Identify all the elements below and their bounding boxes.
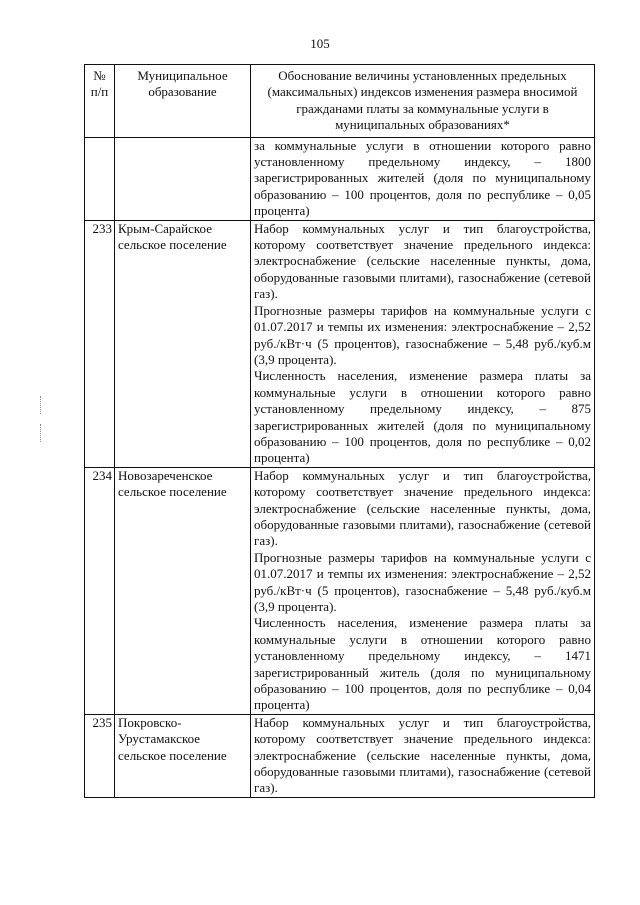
paragraph: Набор коммунальных услуг и тип благоустройства, которому соответствует значение предельного индекса: электроснабжение (сельские населенные пункты, дома, оборудованные газовыми плитами), газоснабжение (сетевой газ).: [254, 220, 591, 302]
table-row: [85, 714, 595, 797]
row-num: [85, 137, 115, 220]
row-justification: [251, 137, 595, 220]
margin-mark: [40, 396, 43, 414]
paragraph: Численность населения, изменение размера платы за коммунальные услуги в отношении которого равно установленному предельному индексу, – 1471 зарегистрированный житель (доля по муниципальному образованию – 100 процентов, доля по республике – 0,04 процента): [254, 615, 591, 713]
row-municipality: [115, 137, 251, 220]
paragraph: за коммунальные услуги в отношении которого равно установленному предельному индексу, – 1800 зарегистрированных жителей (доля по муниципальному образованию – 100 процентов, доля по республике – 0,05 процента): [254, 137, 591, 219]
paragraph: Прогнозные размеры тарифов на коммунальные услуги с 01.07.2017 и темпы их изменения: электроснабжение – 2,52 руб./кВт·ч (5 процентов), газоснабжение – 5,48 руб./куб.м (3,9 процента).: [254, 549, 591, 614]
page-number: 105: [310, 36, 330, 51]
paragraph: Набор коммунальных услуг и тип благоустройства, которому соответствует значение предельного индекса: электроснабжение (сельские населенные пункты, дома, оборудованные газовыми плитами), газоснабжение (сетевой газ).: [254, 467, 591, 549]
row-municipality: Покровско-Урустамакское сельское поселение: [115, 714, 251, 797]
row-justification: [251, 714, 595, 797]
row-justification: [251, 220, 595, 467]
margin-mark: [40, 424, 43, 442]
table-row: [85, 467, 595, 714]
paragraph: Прогнозные размеры тарифов на коммунальные услуги с 01.07.2017 и темпы их изменения: электроснабжение – 2,52 руб./кВт·ч (5 процентов), газоснабжение – 5,48 руб./куб.м (3,9 процента).: [254, 302, 591, 367]
paragraph: Численность населения, изменение размера платы за коммунальные услуги в отношении которого равно установленному предельному индексу, – 875 зарегистрированных жителей (доля по муниципальному образованию – 100 процентов, доля по республике – 0,02 процента): [254, 368, 591, 466]
table-row: [85, 137, 595, 220]
row-municipality: Крым-Сарайское сельское поселение: [115, 220, 251, 467]
tariff-table: [84, 64, 595, 798]
table-row: [85, 220, 595, 467]
header-municipality: Муниципальное образование: [115, 65, 251, 138]
table-header-row: [85, 65, 595, 138]
header-justification: Обоснование величины установленных предельных (максимальных) индексов изменения размера вносимой гражданами платы за коммунальные услуги в муниципальных образованиях*: [251, 65, 595, 138]
row-num: 235: [85, 714, 115, 797]
row-num: 234: [85, 467, 115, 714]
row-justification: [251, 467, 595, 714]
header-num: № п/п: [85, 65, 115, 138]
row-num: 233: [85, 220, 115, 467]
paragraph: Набор коммунальных услуг и тип благоустройства, которому соответствует значение предельного индекса: электроснабжение (сельские населенные пункты, дома, оборудованные газовыми плитами), газоснабжение (сетевой газ).: [254, 714, 591, 796]
row-municipality: Новозареченское сельское поселение: [115, 467, 251, 714]
